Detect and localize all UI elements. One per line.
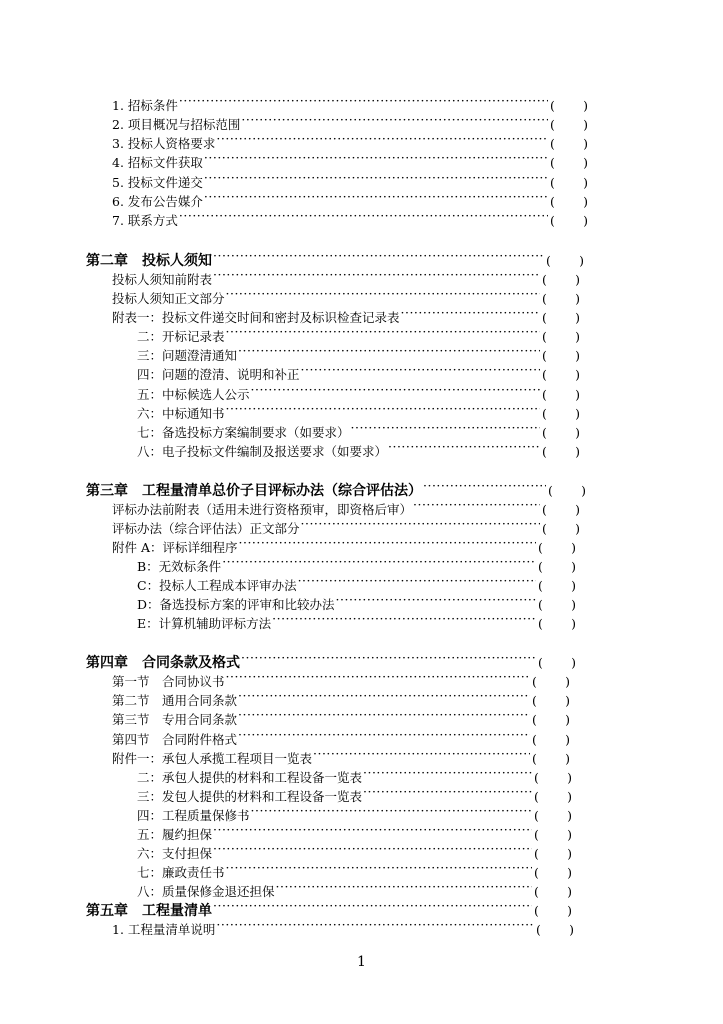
toc-entry-label: E：计算机辅助评标方法 [137, 616, 272, 631]
close-paren: ) [567, 770, 572, 785]
toc-entry-label: 三：问题澄清通知 [137, 348, 238, 363]
toc-entry-label: 四：问题的澄清、说明和补正 [137, 367, 300, 382]
close-paren: ) [571, 597, 576, 612]
toc-dot-leader [335, 591, 536, 609]
toc-dot-leader [225, 285, 540, 303]
open-paren: ( [534, 827, 539, 842]
toc-dot-leader [362, 783, 532, 801]
toc-entry-label: 第二章 投标人须知 [86, 253, 212, 269]
close-paren: ) [575, 348, 580, 363]
open-paren: ( [550, 155, 555, 170]
open-paren: ( [550, 175, 555, 190]
toc-dot-leader [221, 553, 536, 571]
open-paren: ( [538, 540, 543, 555]
toc-entry-label: 三：发包人提供的材料和工程设备一览表 [137, 789, 363, 804]
close-paren: ) [583, 98, 588, 113]
toc-dot-leader [240, 649, 536, 667]
close-paren: ) [565, 674, 570, 689]
toc-page-ref [548, 212, 588, 230]
toc-entry-label: 第四节 合同附件格式 [112, 732, 238, 747]
toc-entry-label: 6. 发布公告媒介 [112, 194, 203, 209]
toc-entry-label: 六：支付担保 [137, 846, 213, 861]
open-paren: ( [532, 751, 537, 766]
close-paren: ) [575, 272, 580, 287]
open-paren: ( [550, 194, 555, 209]
open-paren: ( [542, 406, 547, 421]
close-paren: ) [583, 155, 588, 170]
toc-entry-label: 七：廉政责任书 [137, 865, 225, 880]
toc-entry-label: 1. 工程量清单说明 [112, 922, 216, 937]
open-paren: ( [550, 136, 555, 151]
toc-dot-leader [178, 92, 548, 110]
toc-entry-label: 第五章 工程量清单 [86, 903, 212, 919]
toc-entry-label: 附件 A：评标详细程序 [112, 540, 238, 555]
toc-dot-leader [362, 764, 532, 782]
toc-entry-label: B：无效标条件 [137, 559, 222, 574]
open-paren: ( [538, 578, 543, 593]
open-paren: ( [534, 789, 539, 804]
open-paren: ( [532, 674, 537, 689]
toc-entry-label: 1. 招标条件 [112, 98, 178, 113]
toc-dot-leader [250, 802, 532, 820]
open-paren: ( [542, 291, 547, 306]
close-paren: ) [575, 367, 580, 382]
close-paren: ) [575, 310, 580, 325]
close-paren: ) [571, 616, 576, 631]
close-paren: ) [575, 291, 580, 306]
open-paren: ( [534, 846, 539, 861]
toc-entry-label: 第四章 合同条款及格式 [86, 655, 240, 671]
close-paren: ) [583, 136, 588, 151]
toc-entry [112, 916, 574, 939]
close-paren: ) [567, 827, 572, 842]
toc-dot-leader [400, 304, 540, 322]
open-paren: ( [542, 329, 547, 344]
toc-dot-leader [237, 726, 530, 744]
open-paren: ( [536, 922, 541, 937]
toc-dot-leader [225, 400, 540, 418]
toc-entry-label: 附件一：承包人承揽工程项目一览表 [112, 751, 313, 766]
close-paren: ) [583, 175, 588, 190]
close-paren: ) [575, 425, 580, 440]
close-paren: ) [571, 540, 576, 555]
toc-dot-leader [312, 745, 530, 763]
page-number: 1 [357, 954, 366, 970]
toc-dot-leader [225, 668, 530, 686]
toc-entry-label: 五：中标候选人公示 [137, 387, 250, 402]
close-paren: ) [567, 903, 572, 918]
open-paren: ( [534, 808, 539, 823]
close-paren: ) [565, 751, 570, 766]
toc-dot-leader [412, 496, 540, 514]
toc-entry [137, 610, 576, 633]
open-paren: ( [532, 693, 537, 708]
toc-dot-leader [297, 572, 536, 590]
toc-dot-leader [237, 342, 540, 360]
toc-dot-leader [203, 188, 548, 206]
close-paren: ) [583, 194, 588, 209]
open-paren: ( [542, 348, 547, 363]
close-paren: ) [571, 578, 576, 593]
toc-entry-label: 附表一：投标文件递交时间和密封及标识检查记录表 [112, 310, 400, 325]
close-paren: ) [571, 655, 576, 670]
open-paren: ( [542, 425, 547, 440]
toc-dot-leader [275, 878, 532, 896]
toc-dot-leader [215, 130, 548, 148]
toc-entry-label: 评标办法（综合评估法）正文部分 [112, 521, 300, 536]
toc-entry-label: C：投标人工程成本评审办法 [137, 578, 297, 593]
open-paren: ( [534, 865, 539, 880]
toc-dot-leader [212, 840, 532, 858]
toc-dot-leader [350, 419, 540, 437]
close-paren: ) [581, 483, 586, 498]
close-paren: ) [565, 693, 570, 708]
toc-dot-leader [387, 438, 540, 456]
toc-dot-leader [178, 207, 548, 225]
toc-dot-leader [212, 821, 532, 839]
open-paren: ( [532, 732, 537, 747]
toc-entry-label: D：备选投标方案的评审和比较办法 [137, 597, 335, 612]
toc-dot-leader [237, 706, 530, 724]
open-paren: ( [546, 253, 551, 268]
toc-dot-leader [271, 610, 536, 628]
toc-entry-label: 八：质量保修金退还担保 [137, 884, 275, 899]
toc-entry-label: 投标人须知正文部分 [112, 291, 225, 306]
toc-entry-label: 二：承包人提供的材料和工程设备一览表 [137, 770, 363, 785]
open-paren: ( [538, 559, 543, 574]
toc-entry-label: 4. 招标文件获取 [112, 155, 203, 170]
toc-dot-leader [237, 687, 530, 705]
toc-dot-leader [240, 111, 548, 129]
close-paren: ) [575, 329, 580, 344]
toc-entry-label: 评标办法前附表（适用未进行资格预审，即资格后审） [112, 502, 413, 517]
toc-dot-leader [212, 266, 540, 284]
toc-entry-label: 第三章 工程量清单总价子目评标办法（综合评估法） [86, 483, 422, 499]
close-paren: ) [583, 117, 588, 132]
open-paren: ( [542, 521, 547, 536]
open-paren: ( [542, 367, 547, 382]
toc-entry-label: 3. 投标人资格要求 [112, 136, 216, 151]
toc-entry-label: 八：电子投标文件编制及报送要求（如要求） [137, 444, 388, 459]
open-paren: ( [542, 387, 547, 402]
open-paren: ( [538, 597, 543, 612]
close-paren: ) [575, 387, 580, 402]
toc-dot-leader [238, 534, 536, 552]
close-paren: ) [569, 922, 574, 937]
close-paren: ) [575, 406, 580, 421]
toc-dot-leader [250, 381, 540, 399]
open-paren: ( [550, 98, 555, 113]
toc-dot-leader [203, 169, 548, 187]
toc-entry [137, 438, 580, 461]
open-paren: ( [542, 502, 547, 517]
toc-page-ref [540, 443, 580, 461]
close-paren: ) [567, 846, 572, 861]
toc-entry-label: 5. 投标文件递交 [112, 175, 203, 190]
open-paren: ( [534, 884, 539, 899]
close-paren: ) [575, 502, 580, 517]
toc-dot-leader [212, 897, 532, 915]
toc-entry-label: 7. 联系方式 [112, 213, 178, 228]
toc-page-ref [534, 921, 574, 939]
open-paren: ( [542, 310, 547, 325]
toc-entry-label: 四：工程质量保修书 [137, 808, 250, 823]
open-paren: ( [542, 272, 547, 287]
close-paren: ) [579, 253, 584, 268]
close-paren: ) [575, 444, 580, 459]
open-paren: ( [550, 213, 555, 228]
toc-entry-label: 第一节 合同协议书 [112, 674, 225, 689]
open-paren: ( [548, 483, 553, 498]
toc-entry-label: 二：开标记录表 [137, 329, 225, 344]
toc-page-ref [536, 615, 576, 633]
toc-dot-leader [300, 361, 540, 379]
close-paren: ) [567, 865, 572, 880]
toc-entry-label: 第二节 通用合同条款 [112, 693, 238, 708]
toc-dot-leader [215, 916, 534, 934]
close-paren: ) [567, 789, 572, 804]
open-paren: ( [534, 770, 539, 785]
close-paren: ) [565, 732, 570, 747]
toc-entry-label: 五：履约担保 [137, 827, 213, 842]
toc-entry-label: 投标人须知前附表 [112, 272, 213, 287]
toc-dot-leader [300, 515, 540, 533]
toc-entry-label: 七：备选投标方案编制要求（如要求） [137, 425, 350, 440]
toc-dot-leader [212, 247, 544, 265]
toc-entry-label: 第三节 专用合同条款 [112, 712, 238, 727]
toc-dot-leader [225, 323, 540, 341]
close-paren: ) [571, 559, 576, 574]
toc-entry-label: 六：中标通知书 [137, 406, 225, 421]
close-paren: ) [567, 808, 572, 823]
toc-dot-leader [203, 149, 548, 167]
open-paren: ( [534, 903, 539, 918]
open-paren: ( [550, 117, 555, 132]
toc-dot-leader [422, 477, 546, 495]
toc-entry-label: 2. 项目概况与招标范围 [112, 117, 241, 132]
close-paren: ) [583, 213, 588, 228]
toc-dot-leader [225, 859, 532, 877]
close-paren: ) [565, 712, 570, 727]
open-paren: ( [542, 444, 547, 459]
open-paren: ( [538, 616, 543, 631]
open-paren: ( [532, 712, 537, 727]
close-paren: ) [575, 521, 580, 536]
close-paren: ) [567, 884, 572, 899]
open-paren: ( [538, 655, 543, 670]
toc-entry [112, 207, 588, 230]
